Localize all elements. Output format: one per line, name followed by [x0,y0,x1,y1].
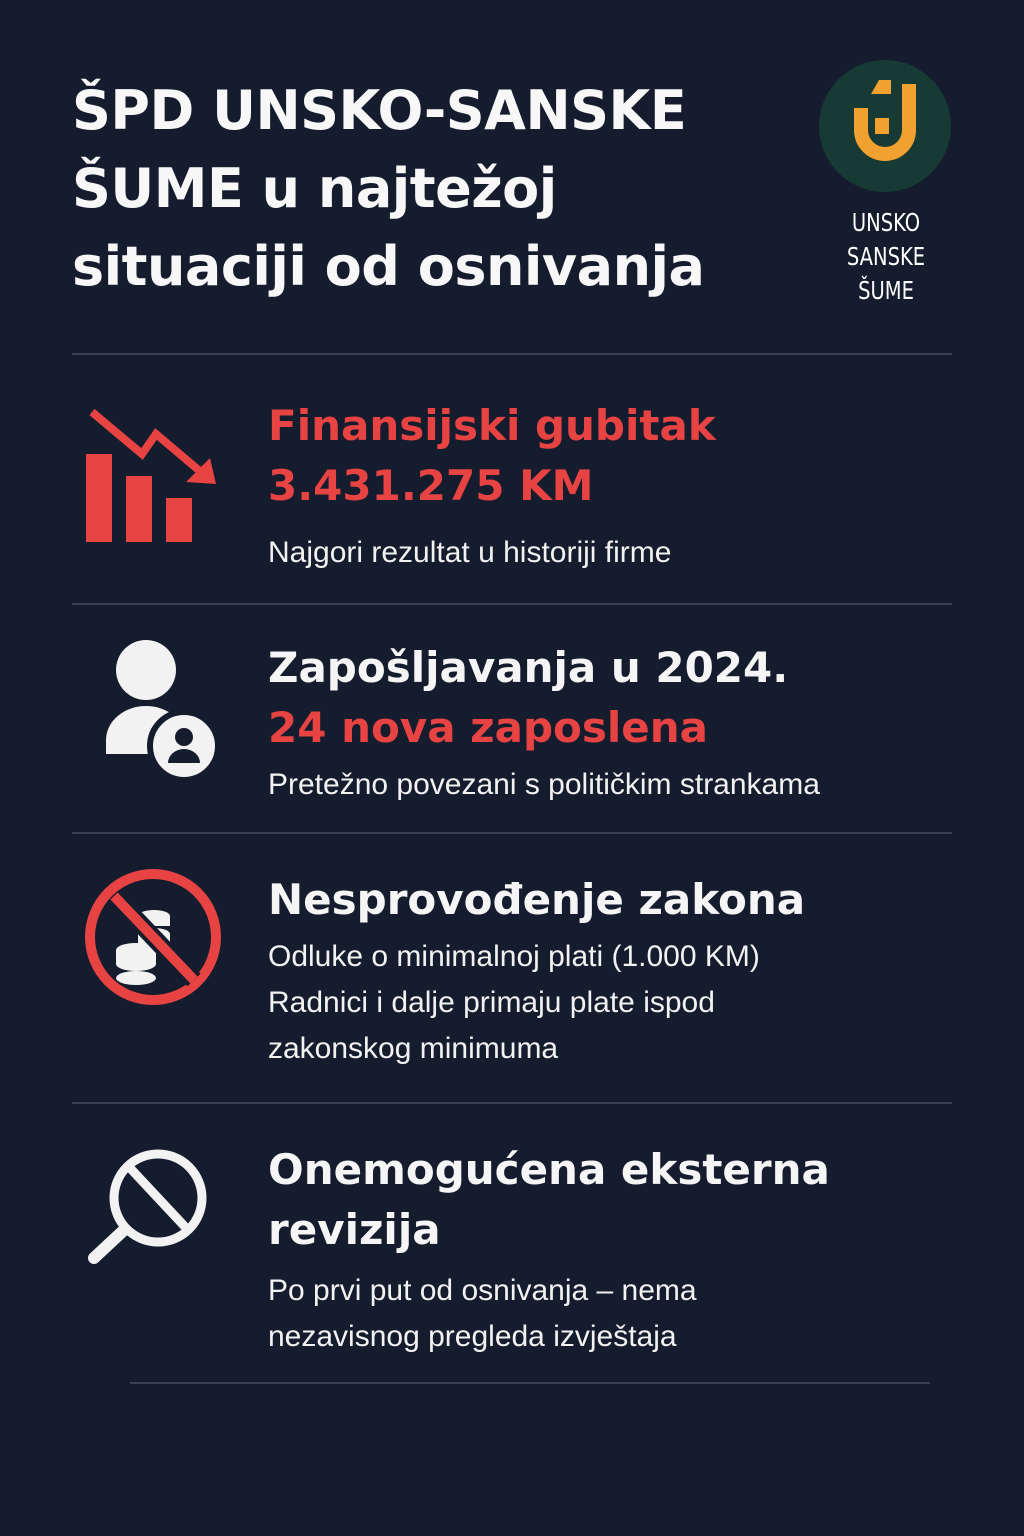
page-title [72,72,832,306]
item-line: Radnici i dalje primaju plate ispod [268,986,715,1019]
title-line: situaciji od osnivanja [72,235,705,298]
item-external-audit [268,1140,968,1360]
item-heading: Onemogućena eksterna revizija [268,1145,830,1254]
user-icon [104,640,220,791]
item-law-enforcement [268,870,968,1072]
title-line: ŠPD UNSKO-SANSKE [72,79,687,142]
divider [72,603,952,605]
divider [72,832,952,834]
item-description: Pretežno povezani s političkim strankama [268,768,820,801]
item-line: Po prvi put od osnivanja – nema [268,1274,697,1307]
stylized-letter-u-logo-icon [819,60,951,192]
title-line: ŠUME u najtežoj [72,157,557,220]
item-value: 24 nova zaposlena [268,703,708,752]
blocked-search-icon [88,1148,218,1271]
item-heading: Nesprovođenje zakona [268,875,806,924]
item-employment [268,638,968,808]
declining-bar-chart-icon [82,402,222,552]
item-line: nezavisnog pregleda izvještaja [268,1320,677,1353]
item-heading: Finansijski gubitak [268,401,716,450]
item-line: Odluke o minimalnoj plati (1.000 KM) [268,940,760,973]
divider [72,1102,952,1104]
item-line: zakonskog minimuma [268,1032,559,1065]
item-value: 3.431.275 KM [268,461,594,510]
company-logo [806,60,966,305]
logo-text: UNSKO SANSKE ŠUME [846,208,926,305]
item-description: Najgori rezultat u historiji firme [268,536,672,569]
divider [130,1382,930,1384]
divider [72,353,952,355]
item-heading: Zapošljavanja u 2024. [268,643,789,692]
no-coins-icon [84,868,222,1011]
item-financial-loss [268,396,968,576]
